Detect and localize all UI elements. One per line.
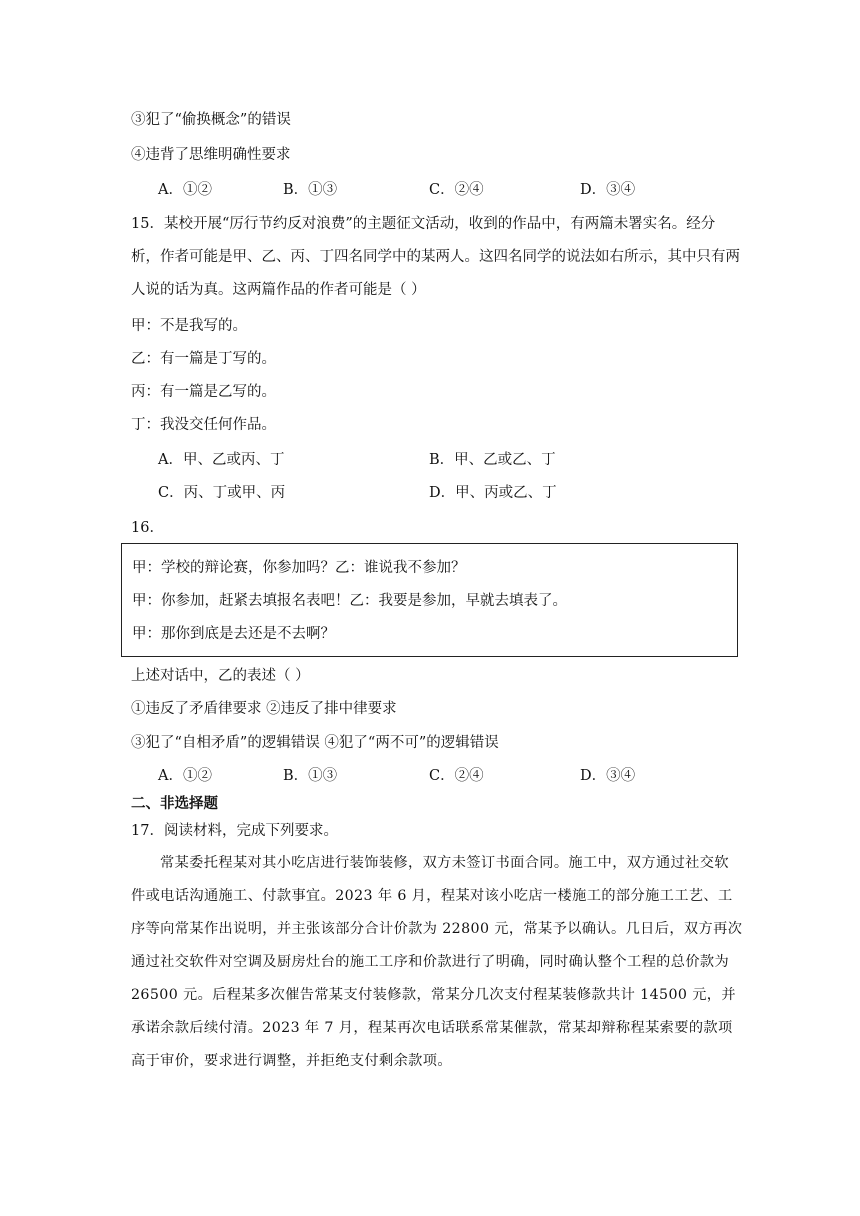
q16-dialogue-line-3: 甲：那你到底是去还是不去啊？ bbox=[132, 626, 335, 642]
q14-statement-4: ④违背了思维明确性要求 bbox=[131, 147, 291, 163]
q16-statements-1: ①违反了矛盾律要求 ②违反了排中律要求 bbox=[131, 701, 397, 717]
q16-dialogue-line-2: 甲：你参加，赶紧去填报名表吧！乙：我要是参加，早就去填表了。 bbox=[132, 593, 567, 609]
q16-statements-2: ③犯了“自相矛盾”的逻辑错误 ④犯了“两不可”的逻辑错误 bbox=[131, 735, 499, 751]
q17-stem: 17．阅读材料，完成下列要求。 bbox=[131, 823, 338, 839]
q14-option-c: C．②④ bbox=[429, 182, 484, 198]
q15-statement-bing: 丙：有一篇是乙写的。 bbox=[131, 384, 276, 400]
q15-option-a: A．甲、乙或丙、丁 bbox=[158, 452, 285, 468]
q16-dialogue-box bbox=[121, 543, 738, 657]
q14-statement-3: ③犯了“偷换概念”的错误 bbox=[131, 112, 291, 128]
q17-material: 常某委托程某对其小吃店进行装饰装修，双方未签订书面合同。施工中，双方通过社交软件或电话沟通施工、付款事宜。2023 年 6 月，程某对该小吃店一楼施工的部分施工工艺、工序等向常某作出说明，并主张该部分合计价款为 22800 元，常某予以确认。几日后，双方再次通过社交软件对空调及厨房灶台的施工工序和价款进行了明确，同时确认整个工程的总价款为 26500 元。后程某多次催告常某支付装修款，常某分几次支付程某装修款共计 14500 元，并承诺余款后续付清。2023 年 7 月，程某再次电话联系常某催款，常某却辩称程某索要的款项高于审价，要求进行调整，并拒绝支付剩余款项。 bbox=[131, 855, 743, 1069]
q16-option-b: B．①③ bbox=[283, 768, 338, 784]
q16-stem: 上述对话中，乙的表述（ ） bbox=[131, 668, 310, 684]
q16-number: 16． bbox=[131, 520, 164, 536]
q15-option-d: D．甲、丙或乙、丁 bbox=[429, 485, 557, 501]
q14-option-a: A．①② bbox=[158, 182, 212, 198]
q15-stem: 15．某校开展“厉行节约反对浪费”的主题征文活动，收到的作品中，有两篇未署实名。经分析，作者可能是甲、乙、丙、丁四名同学中的某两人。这四名同学的说法如右所示，其中只有两人说的话为真。这两篇作品的作者可能是（ ） bbox=[131, 216, 740, 298]
q15-statement-jia: 甲：不是我写的。 bbox=[131, 318, 247, 334]
q15-statement-ding: 丁：我没交任何作品。 bbox=[131, 417, 276, 433]
q16-dialogue-line-1: 甲：学校的辩论赛，你参加吗？乙：谁说我不参加？ bbox=[132, 560, 466, 576]
q15-option-c: C．丙、丁或甲、丙 bbox=[158, 485, 286, 501]
q15-statement-yi: 乙：有一篇是丁写的。 bbox=[131, 351, 276, 367]
q16-option-a: A．①② bbox=[158, 768, 212, 784]
q15-option-b: B．甲、乙或乙、丁 bbox=[429, 452, 556, 468]
q16-option-c: C．②④ bbox=[429, 768, 484, 784]
q16-option-d: D．③④ bbox=[580, 768, 636, 784]
q14-option-d: D．③④ bbox=[580, 182, 636, 198]
q14-option-b: B．①③ bbox=[283, 182, 338, 198]
section-title: 二、非选择题 bbox=[131, 795, 218, 812]
